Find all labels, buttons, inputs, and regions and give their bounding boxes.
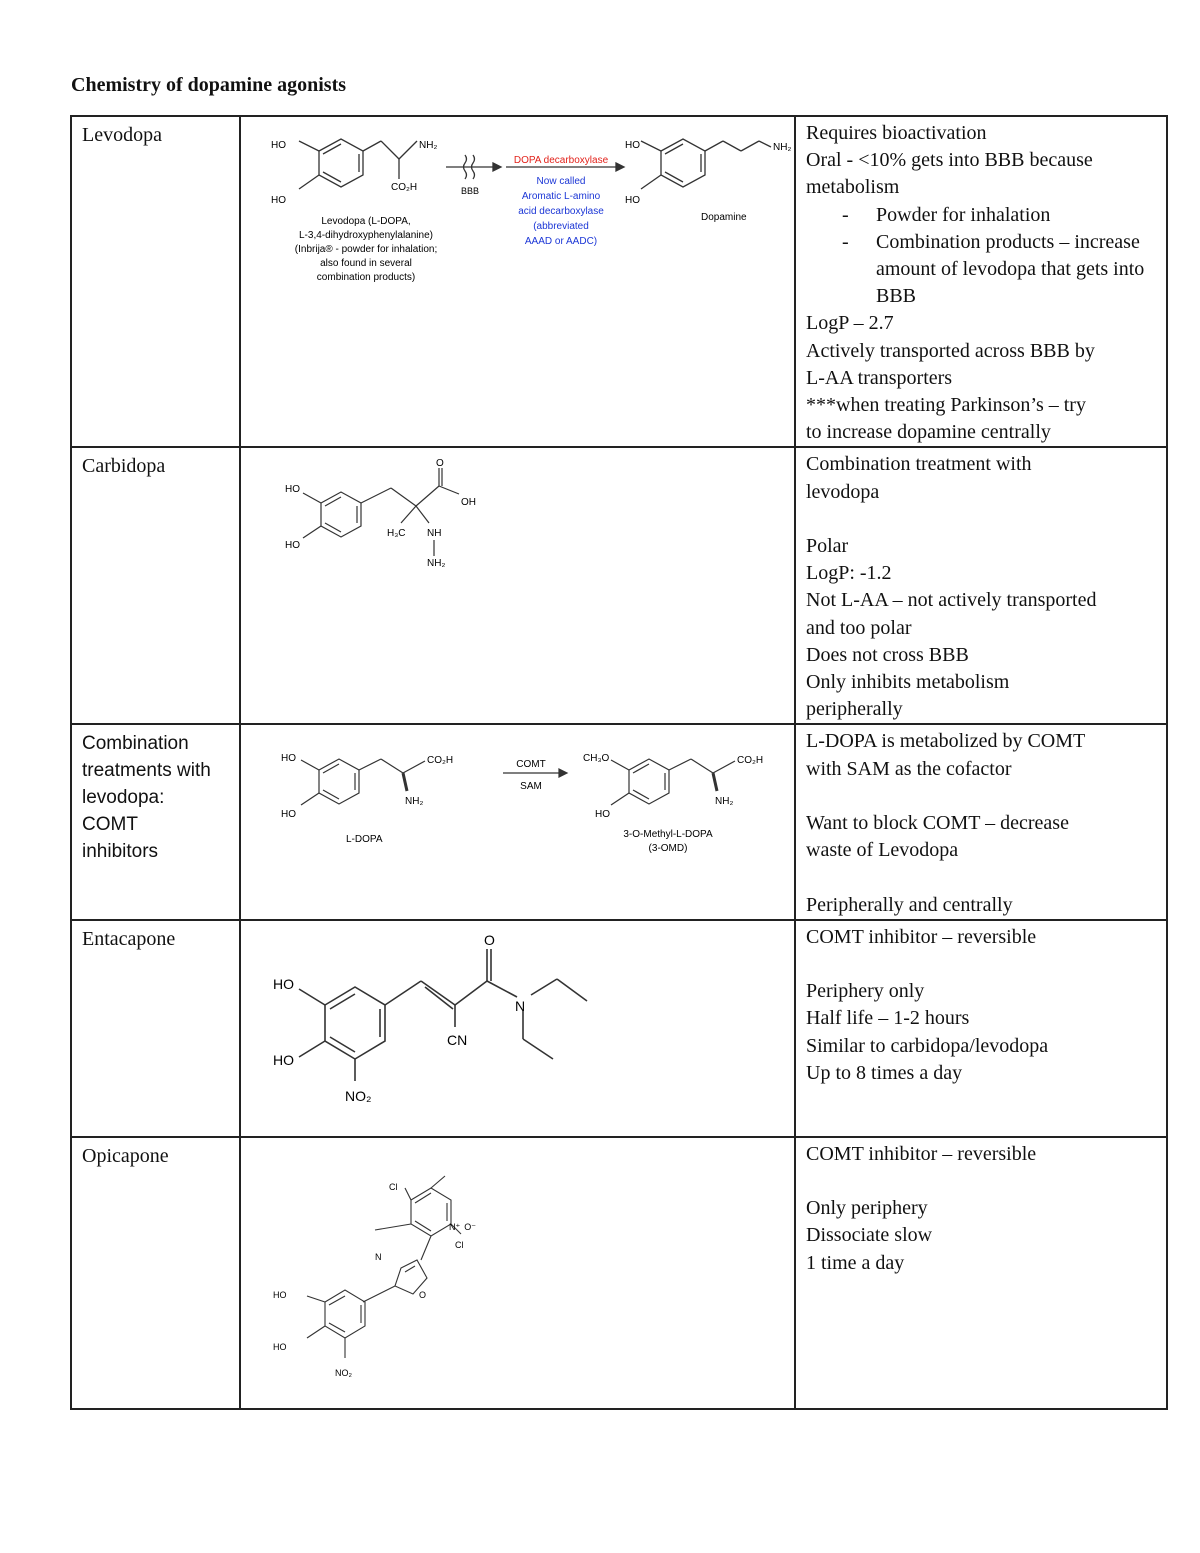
note-line: Oral - <10% gets into BBB because — [806, 149, 1093, 172]
levodopa-caption-line: combination products) — [316, 272, 416, 283]
drug-name — [72, 725, 239, 865]
note-line: peripherally — [806, 698, 903, 721]
note-line: Peripherally and centrally — [806, 893, 1013, 916]
hydroxyl-label: OH — [461, 497, 476, 509]
carboxyl-label: CO₂H — [427, 755, 454, 767]
drug-name: Opicapone — [82, 1144, 169, 1167]
methoxy-label: CH₃O — [583, 753, 610, 765]
hydroxyl-label: HO — [625, 140, 640, 151]
notes-levodopa — [796, 117, 1166, 446]
note-line: COMT inhibitor – reversible — [806, 925, 1037, 948]
note-line: with SAM as the cofactor — [806, 757, 1012, 780]
opicapone-structure — [241, 1138, 794, 1406]
note-line — [806, 506, 1166, 533]
amide-nitrogen-label: N — [515, 997, 526, 1014]
hydroxyl-label: HO — [273, 1341, 287, 1352]
drug-name: Entacapone — [82, 927, 176, 950]
notes-comt — [796, 725, 1166, 918]
hydroxyl-label: HO — [595, 809, 610, 821]
hydroxyl-label: HO — [285, 540, 300, 552]
note-line: Does not cross BBB — [806, 643, 969, 666]
drug-name-line: inhibitors — [82, 841, 159, 863]
levodopa-caption-line: L-3,4-dihydroxyphenylalanine) — [299, 230, 433, 241]
hydroxyl-label: HO — [281, 753, 296, 765]
oxadiazole-n-label: N — [375, 1251, 382, 1262]
chloro-label: Cl — [455, 1239, 464, 1250]
drug-name-line: COMT — [82, 814, 138, 836]
product-label: Dopamine — [701, 212, 747, 223]
note-line — [806, 783, 1166, 810]
note-line: Only inhibits metabolism — [806, 671, 1010, 694]
levodopa-caption-line: Levodopa (L-DOPA, — [321, 216, 411, 227]
hydroxyl-label: HO — [271, 195, 286, 206]
note-line — [806, 864, 1166, 891]
hydroxyl-label: HO — [273, 1289, 287, 1300]
amine-label: NH₂ — [405, 796, 424, 808]
hydroxyl-label: HO — [625, 195, 640, 206]
note-line: Combination treatment with — [806, 453, 1032, 476]
note-line: Polar — [806, 535, 849, 558]
table-row-entacapone — [71, 920, 1167, 1137]
bullet-item: - Combination products – increase amount of levodopa that gets into BBB — [806, 229, 1166, 311]
note-line: Want to block COMT – decrease — [806, 812, 1069, 835]
levodopa-caption-line: (Inbrija® - powder for inhalation; — [294, 244, 438, 255]
hydroxyl-label: HO — [273, 975, 294, 992]
hydrazine-nh-label: NH — [427, 528, 442, 540]
drug-name: Levodopa — [82, 124, 162, 146]
note-line: levodopa — [806, 480, 880, 503]
oxadiazole-o-label: O — [419, 1289, 427, 1300]
amine-label: NH₂ — [773, 142, 792, 153]
bullet-item: - Powder for inhalation — [806, 202, 1166, 229]
enzyme-note-line: Aromatic L-amino — [521, 191, 601, 202]
note-line: to increase dopamine centrally — [806, 421, 1051, 444]
note-line: LogP: -1.2 — [806, 562, 892, 585]
carbidopa-structure — [241, 448, 794, 715]
hydroxyl-label: HO — [285, 484, 300, 496]
amine-label: NH₂ — [715, 796, 734, 808]
enzyme-label: DOPA decarboxylase — [513, 155, 609, 166]
notes-carbidopa — [796, 448, 1166, 723]
table-row-levodopa — [71, 116, 1167, 447]
note-line — [806, 951, 1166, 978]
note-line: waste of Levodopa — [806, 839, 959, 862]
nitro-label: NO₂ — [335, 1367, 352, 1378]
enzyme-note-line: Now called — [536, 176, 586, 187]
ldopa-caption: L-DOPA — [346, 834, 383, 846]
note-line: Only periphery — [806, 1197, 928, 1220]
table-row-opicapone — [71, 1137, 1167, 1409]
levodopa-to-dopamine-scheme — [241, 117, 794, 439]
entacapone-structure — [241, 921, 794, 1134]
page-title: Chemistry of dopamine agonists — [71, 74, 347, 96]
note-line: Similar to carbidopa/levodopa — [806, 1034, 1049, 1057]
chloro-label: Cl — [389, 1181, 398, 1192]
note-line: ***when treating Parkinson’s – try — [806, 394, 1086, 417]
hydroxyl-label: HO — [281, 809, 296, 821]
enzyme-note-line: AAAD or AADC) — [524, 236, 598, 247]
omd-caption-line: (3-OMD) — [648, 843, 688, 855]
enzyme-note-line: acid decarboxylase — [518, 206, 604, 217]
carboxyl-label: CO₂H — [391, 182, 418, 193]
agonist-table — [70, 115, 1168, 1410]
omd-caption-line: 3-O-Methyl-L-DOPA — [623, 829, 713, 841]
enzyme-note-line: (abbreviated — [533, 221, 589, 232]
pyridine-n-oxide-label: N⁺ O⁻ — [449, 1221, 477, 1232]
note-line: Requires bioactivation — [806, 122, 987, 144]
notes-entacapone — [796, 921, 1166, 1087]
bbb-label: BBB — [461, 186, 480, 196]
amine-label: NH₂ — [427, 558, 446, 570]
note-line: COMT inhibitor – reversible — [806, 1142, 1037, 1165]
drug-name-line: levodopa: — [82, 787, 165, 809]
note-line: L-DOPA is metabolized by COMT — [806, 730, 1086, 753]
notes-opicapone — [796, 1138, 1166, 1277]
table-row-carbidopa — [71, 447, 1167, 724]
note-line: Half life – 1-2 hours — [806, 1007, 970, 1030]
amine-label: NH₂ — [419, 140, 438, 151]
drug-name-line: Combination — [82, 733, 189, 755]
carboxyl-label: CO₂H — [737, 755, 764, 767]
nitrile-label: CN — [447, 1031, 468, 1048]
note-line: Up to 8 times a day — [806, 1061, 963, 1084]
methyl-label: H₃C — [387, 528, 406, 540]
hydroxyl-label: HO — [273, 1051, 294, 1068]
note-line: Not L-AA – not actively transported — [806, 589, 1097, 612]
hydroxyl-label: HO — [271, 140, 286, 151]
note-line: metabolism — [806, 176, 900, 199]
arrow-label-top: COMT — [516, 759, 546, 771]
comt-methylation-scheme — [241, 725, 794, 912]
note-line: Actively transported across BBB by — [806, 339, 1095, 362]
note-line: 1 time a day — [806, 1251, 905, 1274]
note-line: LogP – 2.7 — [806, 312, 894, 335]
carbonyl-oxygen-label: O — [484, 931, 495, 948]
arrow-label-bottom: SAM — [520, 781, 542, 793]
drug-name: Carbidopa — [82, 455, 166, 478]
drug-name-line: treatments with — [82, 760, 211, 782]
note-line: L-AA transporters — [806, 366, 953, 389]
nitro-label: NO₂ — [345, 1087, 372, 1104]
note-line — [806, 1168, 1166, 1195]
carbonyl-oxygen-label: O — [436, 458, 444, 470]
note-line: and too polar — [806, 616, 912, 639]
levodopa-caption-line: also found in several — [320, 258, 412, 269]
table-row-comt-inhibitors — [71, 724, 1167, 919]
note-line: Periphery only — [806, 980, 925, 1003]
note-line: Dissociate slow — [806, 1224, 933, 1247]
